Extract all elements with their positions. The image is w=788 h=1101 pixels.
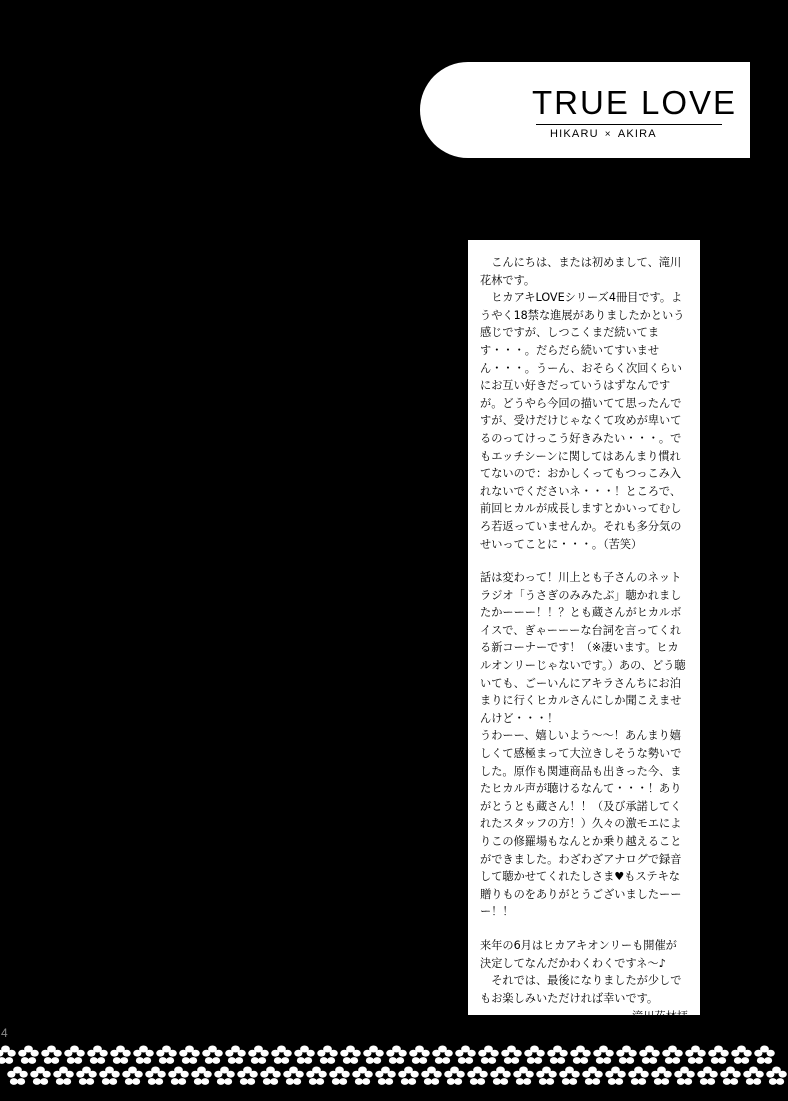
flower-icon <box>742 1063 765 1090</box>
flower-border-row <box>6 1063 750 1090</box>
page-number: 4 <box>1 1026 8 1040</box>
pairing-subtitle <box>550 128 657 140</box>
flower-icon <box>443 1063 466 1090</box>
flower-icon <box>167 1063 190 1090</box>
afterword-panel <box>468 240 700 1024</box>
page-title: TRUE LOVE <box>532 84 738 121</box>
flower-icon <box>489 1063 512 1090</box>
title-divider <box>536 124 722 125</box>
afterword-paragraph: 話は変わって！川上とも子さんのネットラジオ「うさぎのみみたぶ」聴かれましたかーーー！！？とも蔵さんがヒカルボイスで、ぎゃーーーな台詞を言ってくれる新コーナーです！（※凄います。ヒカルオンリーじゃないです。）あの、どう聴いても、ごーいんにアキラさんちにお泊まりに行くヒカルさんにしか聞こえませんけど・・・！ <box>480 571 686 725</box>
afterword-signature: 滝川花林拝 <box>632 1010 688 1024</box>
pairing-left-name: HIKARU <box>550 128 599 140</box>
flower-icon <box>719 1063 742 1090</box>
flower-icon <box>328 1063 351 1090</box>
flower-border-strip <box>0 1042 750 1101</box>
flower-icon <box>213 1063 236 1090</box>
flower-icon <box>466 1063 489 1090</box>
afterword-paragraph: それでは、最後になりましたが少しでもお楽しみいただければ幸いです。 <box>480 974 682 1005</box>
title-banner <box>420 62 750 158</box>
flower-icon <box>765 1063 788 1090</box>
flower-icon <box>98 1063 121 1090</box>
flower-icon <box>627 1063 650 1090</box>
flower-icon <box>29 1063 52 1090</box>
flower-icon <box>282 1063 305 1090</box>
flower-icon <box>512 1063 535 1090</box>
flower-icon <box>535 1063 558 1090</box>
afterword-paragraph: ヒカアキLOVEシリーズ4冊目です。ようやく18禁な進展がありましたかという感じですが、しつこくまだ続いてます・・・。だらだら続いてすいません・・・。うーん、おそらく次回くらいにお互い好きだっていうはずなんですが。どうやら今回の描いてて思ったんですが、受けだけじゃなくて攻めが卑いてるのってけっこう好きみたい・・・。でもエッチシーンに関してはあんまり慣れてないので：おかしくってもつっこみ入れないでくださいネ・・・！ところで、前回ヒカルが成長しますとかいってむしろ若返っていませんか。それも多分気のせいってことに・・・。（苦笑） <box>480 291 685 551</box>
flower-icon <box>673 1063 696 1090</box>
afterword-paragraph: こんにちは、または初めまして、滝川花林です。 <box>480 256 682 287</box>
flower-icon <box>374 1063 397 1090</box>
flower-icon <box>121 1063 144 1090</box>
flower-icon <box>236 1063 259 1090</box>
flower-icon <box>650 1063 673 1090</box>
afterword-paragraph: 来年の6月はヒカアキオンリーも開催が決定してなんだかわくわくですネ〜♪ <box>480 938 677 970</box>
flower-icon <box>75 1063 98 1090</box>
flower-icon <box>696 1063 719 1090</box>
flower-icon <box>52 1063 75 1090</box>
flower-icon <box>259 1063 282 1090</box>
flower-icon <box>397 1063 420 1090</box>
flower-icon <box>305 1063 328 1090</box>
flower-icon <box>144 1063 167 1090</box>
afterword-paragraph: うわーー、嬉しいよう〜〜！あんまり嬉しくて感極まって大泣きしそうな勢いでした。原作も関連商品も出きった今、またヒカル声が聴けるなんて・・・！ありがとうとも蔵さん！！（及び承諾してくれたスタッフの方！）久々の激モエによりこの修羅場もなんとか乗り越えることができました。わざわざアナログで録音して聴かせてくれたしさま♥もステキな贈りものをありがとうございましたーーー！！ <box>480 729 682 919</box>
pairing-right-name: AKIRA <box>617 128 657 140</box>
flower-icon <box>558 1063 581 1090</box>
flower-icon <box>420 1063 443 1090</box>
flower-icon <box>190 1063 213 1090</box>
flower-icon <box>581 1063 604 1090</box>
pairing-separator: × <box>604 129 612 140</box>
flower-icon <box>604 1063 627 1090</box>
flower-icon <box>6 1063 29 1090</box>
flower-icon <box>351 1063 374 1090</box>
